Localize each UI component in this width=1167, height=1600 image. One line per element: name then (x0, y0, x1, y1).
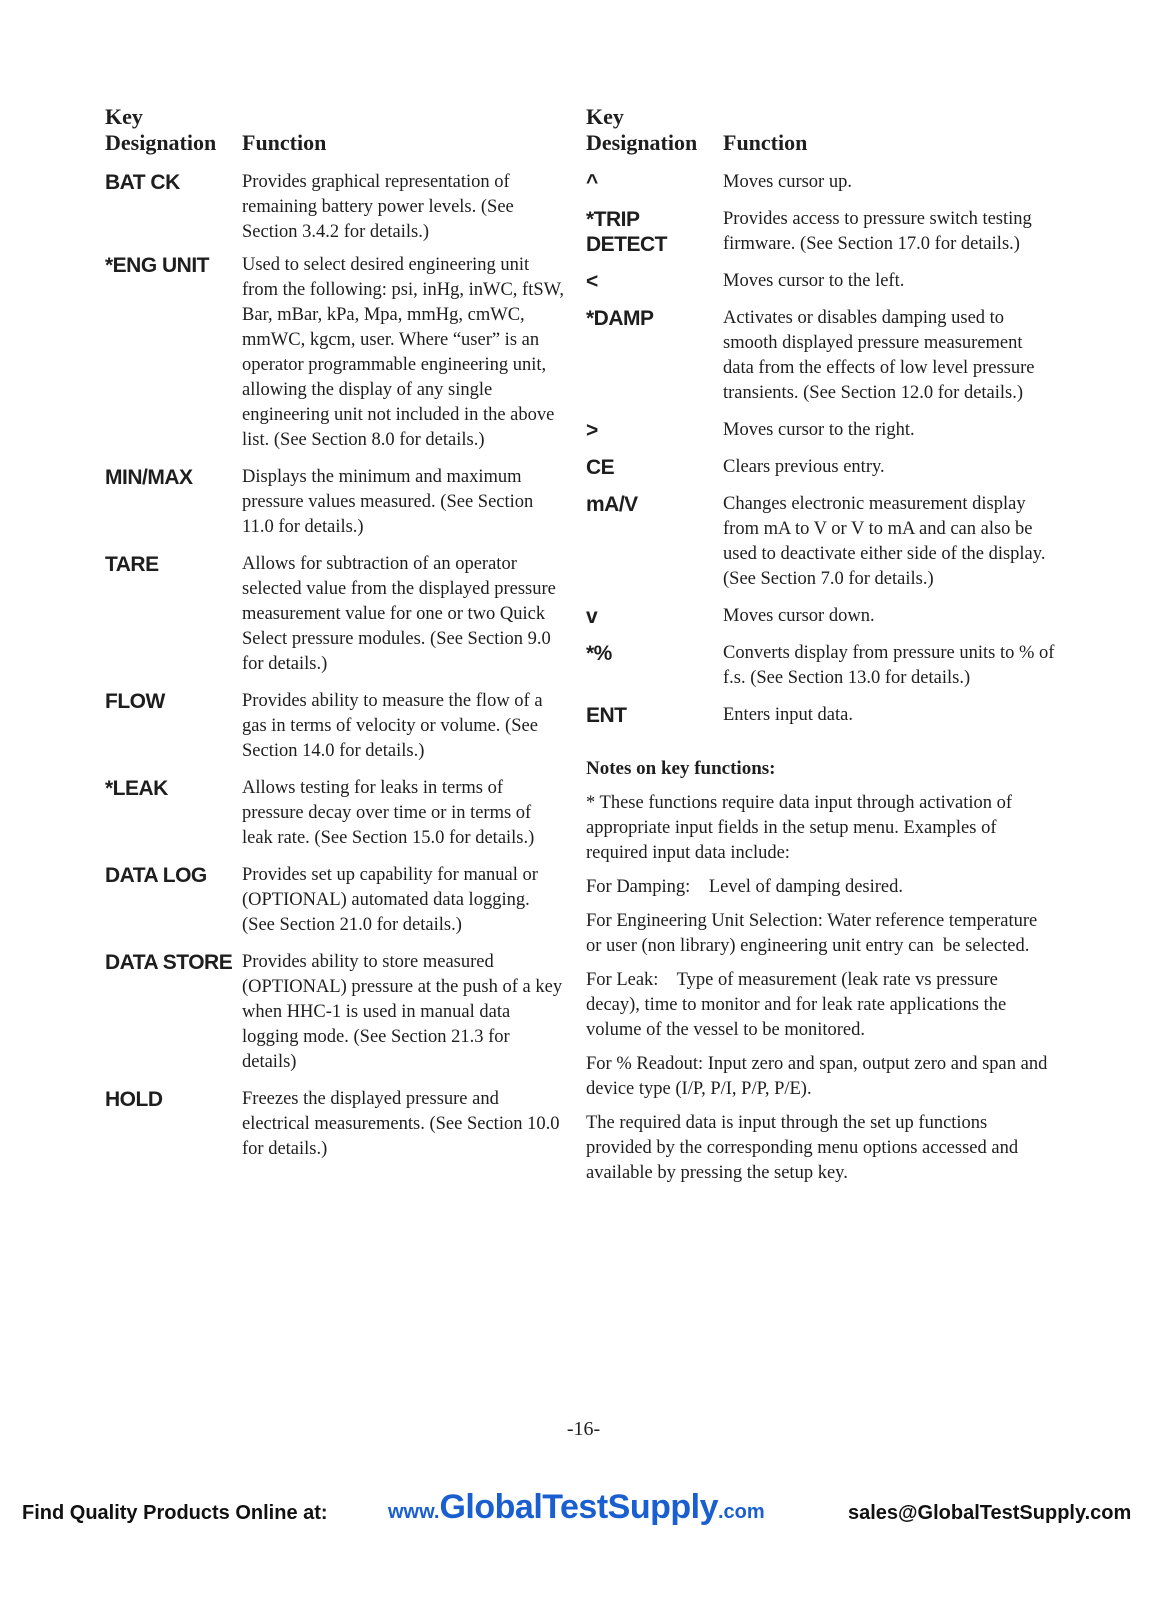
key-table-left (105, 104, 565, 1162)
note-paragraph: The required data is input through the set up functions provided by the corresponding menu options accessed and available by pressing the setup key. (586, 1113, 1023, 1183)
key-rows (105, 170, 565, 1162)
note-paragraph: For Engineering Unit Selection: Water reference temperature or user (non library) engineering unit entry can be selected. (586, 911, 1042, 956)
key-row (105, 465, 565, 540)
note-paragraph: For Damping: Level of damping desired. (586, 877, 904, 897)
key-function-description: Displays the minimum and maximum pressure values measured. (See Section 11.0 for details.) (242, 467, 534, 537)
key-designation: HOLD (105, 1088, 163, 1111)
key-function-description: Provides graphical representation of remaining battery power levels. (See Section 3.4.2 for details.) (242, 172, 514, 242)
key-row (586, 455, 1056, 480)
key-function-description: Provides access to pressure switch testing firmware. (See Section 17.0 for details.) (723, 209, 1032, 254)
key-row (586, 207, 1056, 257)
key-designation: *DAMP (586, 307, 654, 330)
note-paragraph: For % Readout: Input zero and span, output zero and span and device type (I/P, P/I, P/P, P/E). (586, 1054, 1052, 1099)
key-designation: TARE (105, 553, 159, 576)
notes-paragraphs (586, 791, 1056, 1186)
key-function-description: Provides ability to measure the flow of a gas in terms of velocity or volume. (See Section 14.0 for details.) (242, 691, 543, 761)
key-designation: < (586, 270, 598, 293)
key-designation: > (586, 419, 598, 442)
footer-email-link[interactable]: sales@GlobalTestSupply.com (848, 1502, 1132, 1524)
key-function-description: Provides ability to store measured (OPTIONAL) pressure at the push of a key when HHC-1 is used in manual data logging mode. (See Section 21.3 for details) (242, 952, 563, 1072)
key-function-description: Converts display from pressure units to % of f.s. (See Section 13.0 for details.) (723, 643, 1055, 688)
key-designation: *LEAK (105, 777, 168, 800)
key-row (105, 253, 565, 453)
key-designation: *ENG UNIT (105, 254, 210, 277)
key-function-description: Moves cursor to the right. (723, 420, 915, 440)
key-function-description: Freezes the displayed pressure and electrical measurements. (See Section 10.0 for details.) (242, 1089, 560, 1159)
key-function-description: Used to select desired engineering unit from the following: psi, inHg, inWC, ftSW, Bar, mBar, kPa, Mpa, mmHg, cmWC, mmWC, kgcm, user. Where “user” is an operator programmable engineering unit, allowing the display of any single engineering unit not included in the above list. (See Section 8.0 for details.) (242, 255, 565, 450)
key-designation: DATA LOG (105, 864, 207, 887)
key-row (586, 306, 1056, 406)
table-header (586, 104, 1056, 156)
key-designation-heading: Key Designation (586, 104, 698, 155)
key-function-description: Changes electronic measurement display from mA to V or V to mA and can also be used to deactivate either side of the display. (See Section 7.0 for details.) (723, 494, 1046, 589)
key-row (586, 269, 1056, 294)
key-designation: FLOW (105, 690, 165, 713)
key-rows (586, 170, 1056, 728)
key-designation-heading: Key Designation (105, 104, 217, 155)
key-row (105, 689, 565, 764)
note-paragraph: * These functions require data input through activation of appropriate input fields in the setup menu. Examples of required input data include: (586, 793, 1017, 863)
key-table-right (586, 104, 1056, 1195)
key-designation: v (586, 605, 598, 628)
key-row (105, 1087, 565, 1162)
function-heading: Function (242, 130, 327, 155)
key-function-description: Enters input data. (723, 705, 853, 725)
key-row (105, 776, 565, 851)
key-designation: *% (586, 642, 612, 665)
key-function-description: Allows for subtraction of an operator selected value from the displayed pressure measurement value for one or two Quick Select pressure modules. (See Section 9.0 for details.) (242, 554, 556, 674)
notes-section (586, 756, 1056, 1186)
key-row (586, 703, 1056, 728)
footer-website-link[interactable] (388, 1488, 765, 1527)
key-designation: MIN/MAX (105, 466, 193, 489)
url-suffix: .com (718, 1501, 765, 1523)
footer (0, 1488, 1167, 1538)
key-designation: ENT (586, 704, 627, 727)
key-row (105, 950, 565, 1075)
key-designation: ^ (586, 171, 598, 194)
key-function-description: Moves cursor to the left. (723, 271, 905, 291)
key-designation: CE (586, 456, 615, 479)
notes-title: Notes on key functions: (586, 758, 776, 779)
key-row (586, 492, 1056, 592)
key-row (586, 641, 1056, 691)
key-row (105, 170, 565, 245)
key-row (586, 170, 1056, 195)
key-row (586, 418, 1056, 443)
page-number: -16- (566, 1418, 601, 1440)
footer-tagline: Find Quality Products Online at: (22, 1502, 328, 1524)
key-function-description: Moves cursor up. (723, 172, 852, 192)
key-function-description: Moves cursor down. (723, 606, 875, 626)
key-designation: *TRIP DETECT (586, 208, 667, 256)
url-prefix: www. (388, 1501, 440, 1523)
key-row (586, 604, 1056, 629)
note-paragraph: For Leak: Type of measurement (leak rate vs pressure decay), time to monitor and for leak rate applications the volume of the vessel to be monitored. (586, 970, 1011, 1040)
key-designation: BAT CK (105, 171, 180, 194)
key-row (105, 552, 565, 677)
function-heading: Function (723, 130, 808, 155)
key-row (105, 863, 565, 938)
key-function-description: Clears previous entry. (723, 457, 885, 477)
key-designation: mA/V (586, 493, 638, 516)
url-main: GlobalTestSupply (439, 1488, 718, 1526)
key-function-description: Provides set up capability for manual or (OPTIONAL) automated data logging. (See Section 21.0 for details.) (242, 865, 538, 935)
key-function-description: Activates or disables damping used to smooth displayed pressure measurement data from the effects of low level pressure transients. (See Section 12.0 for details.) (723, 308, 1035, 403)
table-header (105, 104, 565, 156)
key-function-description: Allows testing for leaks in terms of pressure decay over time or in terms of leak rate. (See Section 15.0 for details.) (242, 778, 535, 848)
key-designation: DATA STORE (105, 951, 233, 974)
